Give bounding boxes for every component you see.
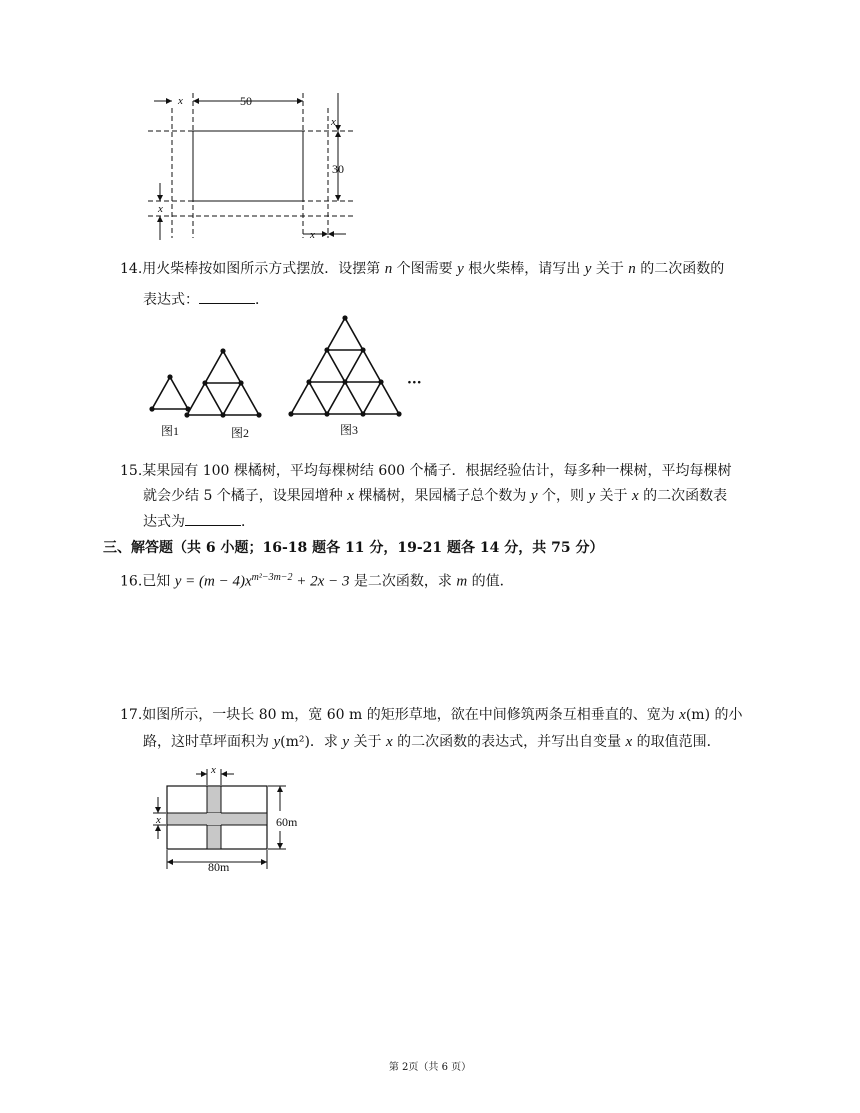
label-50: 50 (240, 94, 252, 108)
fig2-label: 图2 (231, 426, 250, 440)
inner-rectangle (193, 131, 303, 201)
q14-line1: 14.用火柴棒按如图所示方式摆放．设摆第 n 个图需要 y 根火柴棒，请写出 y 关于 n 的二次函数的 (120, 261, 725, 277)
label-x-left: x (158, 203, 163, 215)
label-60m: 60m (276, 815, 298, 829)
label-30: 30 (332, 162, 344, 176)
label-x-top: x (211, 764, 216, 776)
q15-line3: 达式为 ． (143, 511, 255, 532)
label-x-right: x (331, 116, 336, 128)
ellipsis: ··· (407, 375, 422, 391)
q15-line2: 就会少结 5 个橘子，设果园增种 x 棵橘树，果园橘子总个数为 y 个，则 y 关于 x 的二次函数表 (143, 488, 728, 504)
label-80m: 80m (208, 860, 230, 874)
label-x-top: x (178, 95, 183, 107)
q17-line1: 17.如图所示，一块长 80 m，宽 60 m 的矩形草地，欲在中间修筑两条互相垂直的、宽为 x(m) 的小 (120, 707, 743, 723)
label-x-left: x (156, 814, 161, 826)
fig3-label: 图3 (340, 423, 359, 437)
q16-line: 16.已知 $y = (m - 4)x^{m^2-3m-2} + 2x - 3$ 是二次函数，求 m 的值． (120, 572, 514, 590)
answer-blank (199, 289, 255, 304)
q13-figure (148, 88, 353, 243)
q14-line2: 表达式： ． (143, 289, 269, 310)
q17-line2: 路，这时草坪面积为 y(m²)．求 y 关于 x 的二次函数的表达式，并写出自变量 x 的取值范围． (143, 734, 721, 750)
q17-figure (150, 763, 310, 875)
q16-formula-lhs: y = (m − 4)x (174, 573, 252, 590)
page-footer: 第 2页（共 6 页） (388, 1062, 472, 1073)
answer-blank (185, 511, 241, 526)
section-heading: 三、解答题（共 6 小题；16-18 题各 11 分，19-21 题各 14 分，共 75 分） (103, 540, 604, 556)
q16-formula-exponent: m²−3m−2 (251, 572, 293, 583)
label-x-bottom: x (310, 229, 315, 241)
q14-figure (145, 313, 425, 443)
q16-formula-rhs: + 2x − 3 (292, 573, 350, 590)
q15-line1: 15.某果园有 100 棵橘树，平均每棵树结 600 个橘子．根据经验估计，每多种一棵树，平均每棵树 (120, 463, 732, 479)
fig1-label: 图1 (161, 424, 180, 438)
